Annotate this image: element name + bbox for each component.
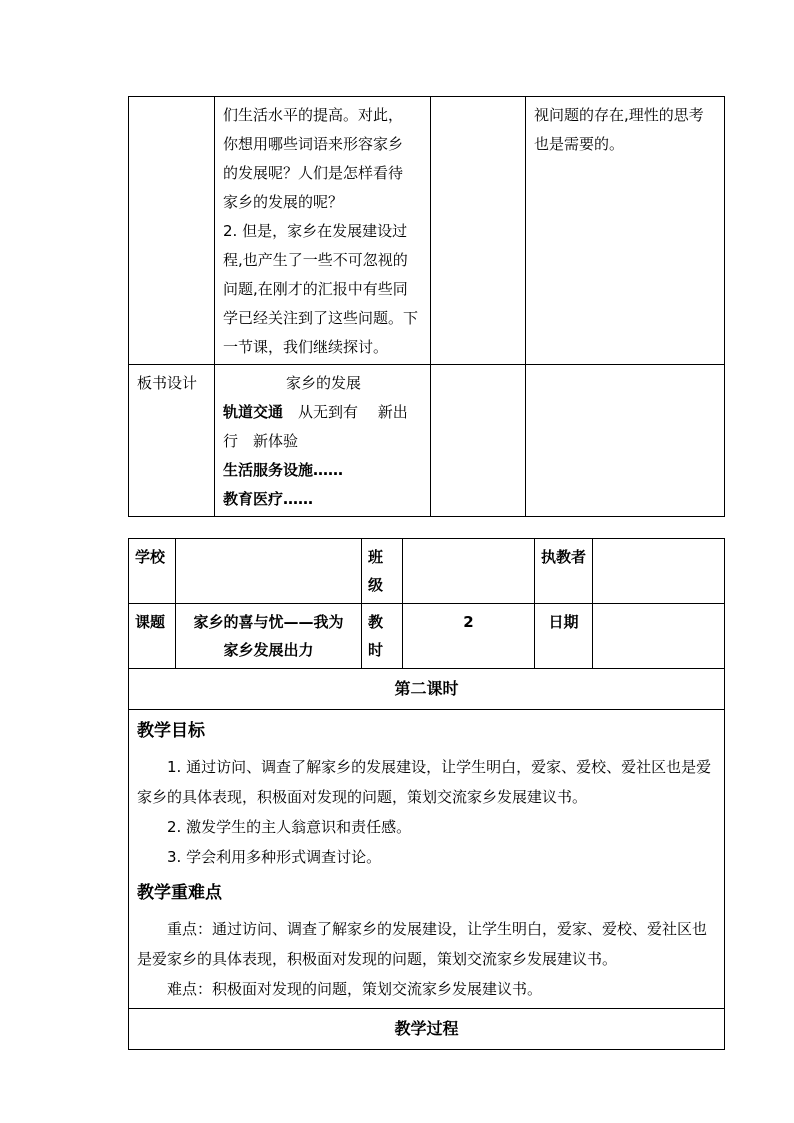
row1-teaching-text-cell [215, 97, 431, 365]
table-row [129, 710, 725, 1009]
lesson-heading: 第二课时 [129, 669, 725, 710]
upper-table [128, 96, 725, 517]
text-line: 你想用哪些词语来形容家乡 [223, 135, 404, 153]
period-value: 2 [403, 604, 535, 669]
text-line: 们生活水平的提高。对此， [223, 106, 404, 124]
board-line: 生活服务设施…… [223, 461, 344, 479]
table-row [129, 1009, 725, 1050]
text-line: 视问题的存在,理性的思考 [534, 106, 704, 124]
text-line: 也是需要的。 [534, 135, 625, 153]
lesson-plan-table [128, 538, 725, 1050]
goal-item: 3. 学会利用多种形式调查讨论。 [167, 848, 382, 866]
text-line: 2. 但是，家乡在发展建设过 [223, 222, 408, 240]
text-line: 一节课，我们继续探讨。 [223, 338, 389, 356]
row1-col1-cell [129, 97, 215, 365]
key-points-title: 教学重难点 [137, 883, 222, 903]
teacher-label: 执教者 [535, 539, 593, 604]
board-design-content [215, 365, 431, 517]
topic-label: 课题 [129, 604, 176, 669]
period-label: 教时 [362, 604, 403, 669]
row1-col3-cell [431, 97, 526, 365]
board-col3-cell [431, 365, 526, 517]
board-line: 教育医疗…… [223, 490, 314, 508]
board-design-label: 板书设计 [129, 365, 215, 517]
class-value [403, 539, 535, 604]
board-text: 从无到有 新出 [283, 403, 408, 421]
class-label: 班级 [362, 539, 403, 604]
table-row [129, 539, 725, 604]
text-line: 家乡的发展的呢？ [223, 193, 344, 211]
goal-item: 2. 激发学生的主人翁意识和责任感。 [167, 818, 412, 836]
board-title: 家乡的发展 [285, 374, 361, 392]
topic-line: 家乡发展出力 [223, 641, 314, 659]
table-row [129, 604, 725, 669]
table-row [129, 669, 725, 710]
goal-item: 1. 通过访问、调查了解家乡的发展建设，让学生明白，爱家、爱校、爱社区也是爱家乡的具体表现，积极面对发现的问题，策划交流家乡发展建议书。 [137, 758, 712, 806]
board-col4-cell [526, 365, 725, 517]
key-point-item: 难点：积极面对发现的问题，策划交流家乡发展建议书。 [167, 980, 543, 998]
topic-value [176, 604, 362, 669]
school-label: 学校 [129, 539, 176, 604]
teacher-value [593, 539, 725, 604]
text-line: 学已经关注到了这些问题。下 [223, 309, 419, 327]
key-point-item: 重点：通过访问、调查了解家乡的发展建设，让学生明白，爱家、爱校、爱社区也是爱家乡的具体表现，积极面对发现的问题，策划交流家乡发展建议书。 [137, 920, 708, 968]
topic-line: 家乡的喜与忧——我为 [193, 613, 344, 631]
board-line: 行 新体验 [223, 432, 299, 450]
text-line: 程,也产生了一些不可忽视的 [223, 251, 408, 269]
table-row [129, 365, 725, 517]
row1-design-intent-cell [526, 97, 725, 365]
board-keyword: 轨道交通 [223, 403, 284, 421]
date-value [593, 604, 725, 669]
text-line: 问题,在刚才的汇报中有些同 [223, 280, 408, 298]
goals-title: 教学目标 [137, 721, 205, 741]
board-line [223, 398, 424, 427]
process-heading: 教学过程 [129, 1009, 725, 1050]
table-row [129, 97, 725, 365]
date-label: 日期 [535, 604, 593, 669]
goals-section [129, 710, 725, 1009]
text-line: 的发展呢？人们是怎样看待 [223, 164, 404, 182]
school-value [176, 539, 362, 604]
